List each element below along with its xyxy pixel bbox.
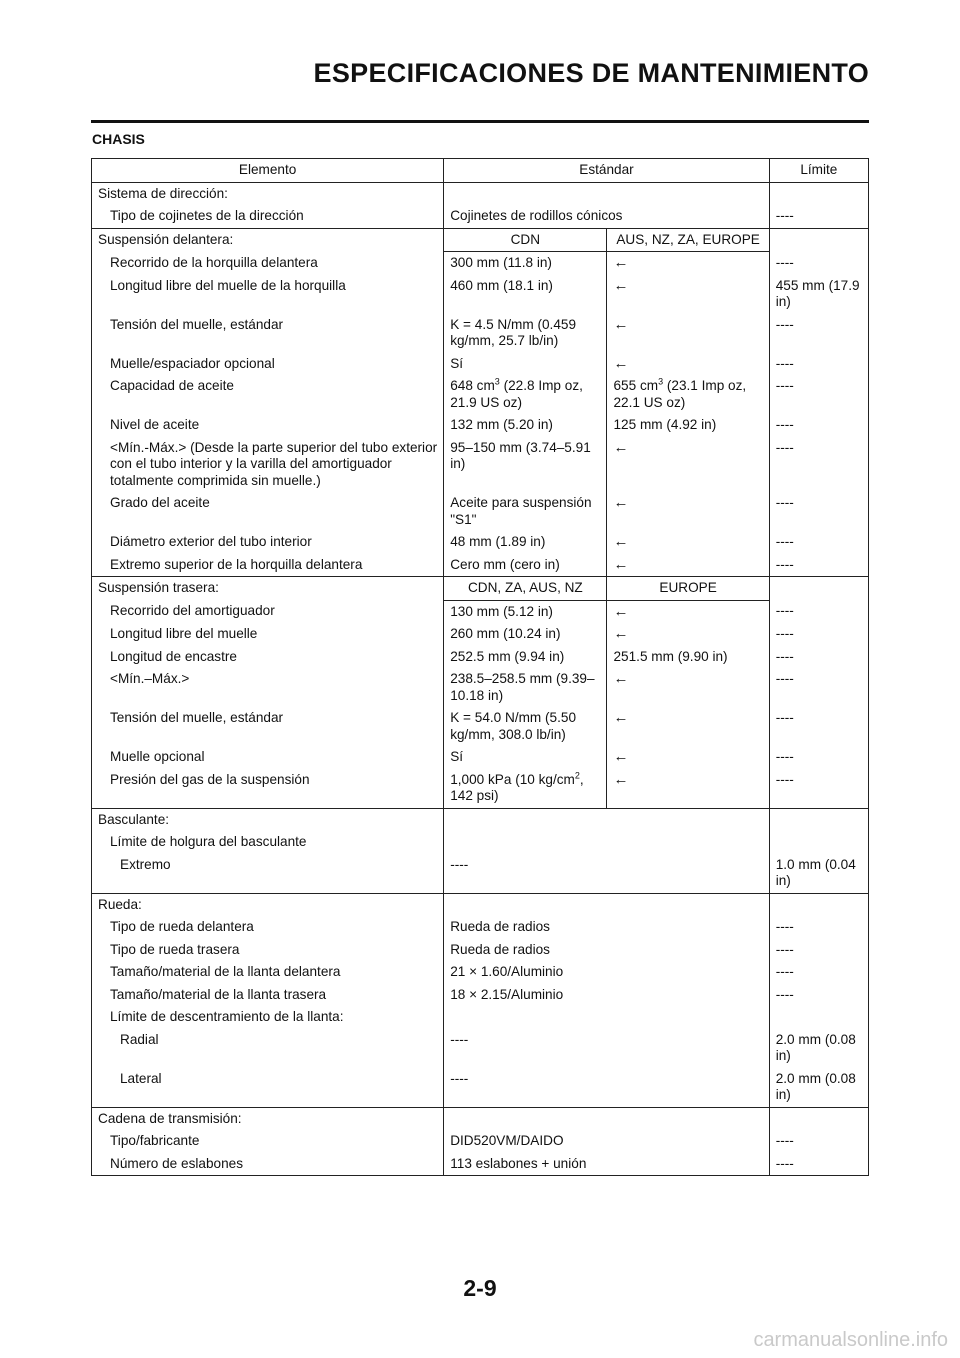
- row-label: Tamaño/material de la llanta delantera: [92, 961, 444, 984]
- row-value-a: 130 mm (5.12 in): [444, 600, 607, 623]
- row-value-a: Sí: [444, 746, 607, 769]
- subheader-front-a: CDN: [444, 228, 607, 252]
- row-limit: ----: [769, 939, 868, 962]
- superscript: 2: [574, 769, 580, 780]
- row-value: ----: [444, 854, 770, 894]
- table-header-row: [92, 159, 869, 183]
- group-title-chain: Cadena de transmisión:: [92, 1107, 444, 1130]
- header-element: Elemento: [92, 159, 444, 183]
- row-limit: ----: [769, 531, 868, 554]
- row-limit: ----: [769, 600, 868, 623]
- row-label: Extremo superior de la horquilla delantera: [92, 554, 444, 577]
- row-value-a: 252.5 mm (9.94 in): [444, 646, 607, 669]
- table-row: [92, 1029, 869, 1068]
- row-value-a: Aceite para suspensión "S1": [444, 492, 607, 531]
- value-text: (22.8 Imp oz, 21.9 US oz): [450, 378, 583, 410]
- row-limit: ----: [769, 437, 868, 493]
- row-label: Recorrido de la horquilla delantera: [92, 252, 444, 275]
- group-title-front: Suspensión delantera:: [92, 228, 444, 252]
- wheel-rows: [92, 916, 869, 1006]
- row-label: Muelle/espaciador opcional: [92, 353, 444, 376]
- row-value-a: [444, 769, 607, 809]
- row-value: 18 × 2.15/Aluminio: [444, 984, 770, 1007]
- table-row: [92, 854, 869, 894]
- table-row: [92, 707, 869, 746]
- row-limit: ----: [769, 252, 868, 275]
- table-row: [92, 531, 869, 554]
- row-value: ----: [444, 1068, 770, 1108]
- header-limit: Límite: [769, 159, 868, 183]
- row-value-b: ←: [613, 602, 629, 620]
- table-row: [92, 437, 869, 493]
- row-value-a: Sí: [444, 353, 607, 376]
- row-value-b: ←: [613, 748, 629, 765]
- table-row: [92, 577, 869, 601]
- row-limit: ----: [769, 554, 868, 577]
- table-row: [92, 554, 869, 577]
- table-row: [92, 314, 869, 353]
- table-row: [92, 746, 869, 769]
- row-value-b: ←: [613, 533, 629, 550]
- table-row: [92, 353, 869, 376]
- table-row: [92, 275, 869, 314]
- row-label: Extremo: [92, 854, 444, 894]
- row-value-b: ←: [613, 315, 629, 333]
- value-text: 655 cm: [613, 378, 659, 393]
- row-value: 21 × 1.60/Aluminio: [444, 961, 770, 984]
- row-label: Tipo/fabricante: [92, 1130, 444, 1153]
- row-limit: ----: [769, 492, 868, 531]
- row-label: Longitud libre del muelle: [92, 623, 444, 646]
- table-row: [92, 1107, 869, 1130]
- row-value-a: K = 4.5 N/mm (0.459 kg/mm, 25.7 lb/in): [444, 314, 607, 353]
- value-text: , 142 psi): [450, 771, 584, 803]
- row-limit: ----: [769, 668, 868, 707]
- group-title-swingarm: Basculante:: [92, 808, 444, 831]
- table-row: [92, 205, 869, 228]
- row-value-a: 460 mm (18.1 in): [444, 275, 607, 314]
- group-title-rear: Suspensión trasera:: [92, 577, 444, 601]
- row-limit: 2.0 mm (0.08 in): [769, 1029, 868, 1068]
- row-label: <Mín.-Máx.> (Desde la parte superior del tubo exterior con el tubo interior y la varilla del amortiguador totalmente comprimida sin muelle.): [92, 437, 444, 493]
- table-row: [92, 1068, 869, 1108]
- group-title-steering: Sistema de dirección:: [92, 182, 444, 205]
- row-label: Presión del gas de la suspensión: [92, 769, 444, 809]
- table-row: [92, 646, 869, 669]
- row-limit: ----: [769, 746, 868, 769]
- row-limit: ----: [769, 984, 868, 1007]
- table-row: [92, 1006, 869, 1029]
- superscript: 3: [658, 376, 664, 387]
- table-row: [92, 492, 869, 531]
- row-limit: ----: [769, 769, 868, 809]
- row-label: Tipo de rueda trasera: [92, 939, 444, 962]
- table-row: [92, 916, 869, 939]
- row-label: Nivel de aceite: [92, 414, 444, 437]
- table-row: [92, 228, 869, 252]
- row-value-b: ←: [607, 554, 769, 577]
- row-value-b: ←: [613, 276, 629, 294]
- spec-table: [91, 158, 869, 1176]
- table-row: [92, 831, 869, 854]
- table-row: [92, 414, 869, 437]
- group-title-wheel: Rueda:: [92, 893, 444, 916]
- row-value-a: 132 mm (5.20 in): [444, 414, 607, 437]
- row-label: Longitud libre del muelle de la horquilla: [92, 275, 444, 314]
- row-label: Tensión del muelle, estándar: [92, 314, 444, 353]
- row-limit: 455 mm (17.9 in): [769, 275, 868, 314]
- row-limit: ----: [769, 205, 868, 228]
- row-value-a: 300 mm (11.8 in): [444, 252, 607, 275]
- rear-rows: [92, 600, 869, 808]
- row-limit: ----: [769, 375, 868, 414]
- row-limit: ----: [769, 314, 868, 353]
- row-value-a: Cero mm (cero in): [444, 554, 607, 577]
- row-label: Capacidad de aceite: [92, 375, 444, 414]
- table-row: [92, 600, 869, 623]
- row-value-b: ←: [613, 494, 629, 511]
- row-label: Muelle opcional: [92, 746, 444, 769]
- row-limit: ----: [769, 646, 868, 669]
- row-value: 113 eslabones + unión: [444, 1153, 770, 1176]
- row-limit: ----: [769, 1153, 868, 1176]
- table-row: [92, 808, 869, 831]
- page-title: ESPECIFICACIONES DE MANTENIMIENTO: [313, 58, 869, 88]
- row-value-b: [607, 375, 769, 414]
- row-value-b: ←: [607, 769, 769, 809]
- row-value-b: ←: [613, 438, 629, 456]
- row-value-b: ←: [613, 254, 629, 271]
- table-row: [92, 893, 869, 916]
- row-value-b: ←: [613, 709, 629, 726]
- front-rows: [92, 252, 869, 577]
- row-label: Radial: [92, 1029, 444, 1068]
- row-limit: ----: [769, 353, 868, 376]
- row-label: Número de eslabones: [92, 1153, 444, 1176]
- row-label: Tipo de rueda delantera: [92, 916, 444, 939]
- subheader-rear-a: CDN, ZA, AUS, NZ: [444, 577, 607, 601]
- row-value-b: 125 mm (4.92 in): [613, 417, 717, 432]
- header-standard: Estándar: [444, 159, 770, 183]
- table-row: [92, 961, 869, 984]
- row-label: Límite de descentramiento de la llanta:: [92, 1006, 444, 1029]
- value-text: 648 cm: [450, 378, 495, 393]
- row-label: Tamaño/material de la llanta trasera: [92, 984, 444, 1007]
- row-value: DID520VM/DAIDO: [444, 1130, 770, 1153]
- subheader-front-b: AUS, NZ, ZA, EUROPE: [607, 228, 769, 252]
- row-limit: ----: [769, 414, 868, 437]
- row-value: ----: [444, 1029, 770, 1068]
- table-row: [92, 1153, 869, 1176]
- row-value-b: 251.5 mm (9.90 in): [613, 648, 728, 664]
- row-label: Límite de holgura del basculante: [92, 831, 444, 854]
- row-limit: 1.0 mm (0.04 in): [769, 854, 868, 894]
- row-limit: ----: [769, 1130, 868, 1153]
- row-value-a: 260 mm (10.24 in): [444, 623, 607, 646]
- superscript: 3: [494, 376, 500, 387]
- table-row: [92, 375, 869, 414]
- row-limit: ----: [769, 916, 868, 939]
- table-row: [92, 668, 869, 707]
- table-row: [92, 1130, 869, 1153]
- section-heading: CHASIS: [92, 131, 145, 147]
- value-text: 1,000 kPa (10 kg/cm: [450, 771, 575, 787]
- title-rule: [91, 120, 869, 123]
- row-value: Rueda de radios: [444, 916, 770, 939]
- row-label: Diámetro exterior del tubo interior: [92, 531, 444, 554]
- row-limit: ----: [769, 961, 868, 984]
- table-row: [92, 939, 869, 962]
- row-limit: 2.0 mm (0.08 in): [769, 1068, 868, 1108]
- row-value: Rueda de radios: [444, 939, 770, 962]
- table-row: [92, 984, 869, 1007]
- page-number: 2-9: [463, 1275, 497, 1301]
- watermark: carmanualsonline.info: [753, 1329, 948, 1351]
- row-value: Cojinetes de rodillos cónicos: [444, 205, 770, 228]
- table-row: [92, 182, 869, 205]
- row-limit: ----: [769, 707, 868, 746]
- row-value-a: K = 54.0 N/mm (5.50 kg/mm, 308.0 lb/in): [444, 707, 607, 746]
- table-row: [92, 623, 869, 646]
- row-label: Tensión del muelle, estándar: [92, 707, 444, 746]
- row-label: Longitud de encastre: [92, 646, 444, 669]
- table-row: [92, 252, 869, 275]
- row-value-a: 238.5–258.5 mm (9.39–10.18 in): [444, 668, 607, 707]
- row-label: Tipo de cojinetes de la dirección: [92, 205, 444, 228]
- row-value-a: 95–150 mm (3.74–5.91 in): [444, 437, 607, 493]
- subheader-rear-b: EUROPE: [607, 577, 769, 601]
- row-label: Lateral: [92, 1068, 444, 1108]
- row-value-b: ←: [613, 625, 629, 642]
- row-label: <Mín.–Máx.>: [92, 668, 444, 707]
- table-row: [92, 769, 869, 809]
- value-text: (23.1 Imp oz, 22.1 US oz): [613, 378, 747, 410]
- row-label: Grado del aceite: [92, 492, 444, 531]
- row-value-b: ←: [613, 354, 629, 372]
- row-label: Recorrido del amortiguador: [92, 600, 444, 623]
- row-limit: ----: [769, 623, 868, 646]
- row-value-a: [444, 375, 607, 414]
- row-value-a: 48 mm (1.89 in): [444, 531, 607, 554]
- row-value-b: ←: [613, 670, 629, 687]
